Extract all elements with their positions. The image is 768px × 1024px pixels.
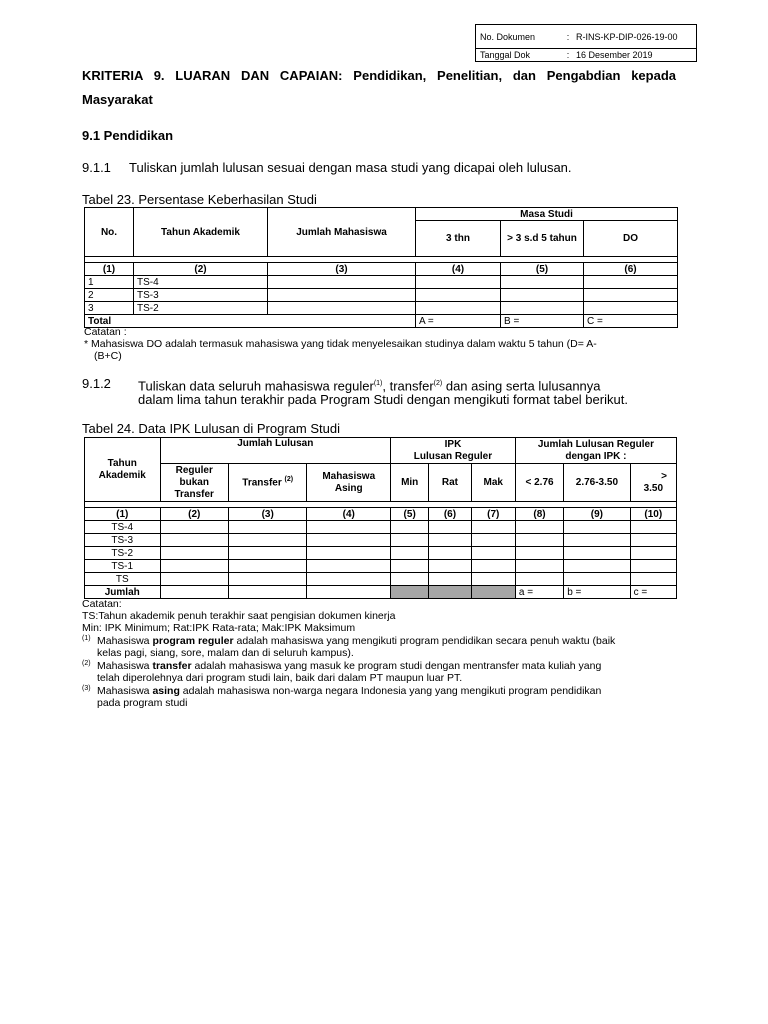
colon: : (564, 49, 572, 62)
section-title: 9.1 Pendidikan (82, 128, 174, 143)
col-number: (4) (416, 263, 501, 276)
header-276-350: 2.76-3.50 (564, 464, 630, 502)
row-year: TS-3 (85, 534, 161, 547)
total-row (85, 586, 677, 599)
header-3-5-tahun: > 3 s.d 5 tahun (501, 221, 584, 257)
header-transfer (228, 464, 307, 502)
item-text-line2: dalam lima tahun terakhir pada Program Studi dengan mengikuti format tabel berikut. (138, 392, 628, 407)
item-text-part: , transfer (382, 378, 434, 394)
total-b: b = (564, 586, 630, 599)
doc-number-label: No. Dokumen (476, 25, 565, 49)
col-number: (4) (307, 508, 391, 521)
header-jumlah-lulusan: Jumlah Lulusan (160, 438, 391, 464)
table23-note-text-cont: (B+C) (94, 350, 122, 362)
cell-empty (429, 573, 471, 586)
row-year: TS-4 (85, 521, 161, 534)
cell-empty (307, 547, 391, 560)
cell-empty (391, 547, 429, 560)
cell-empty (160, 547, 228, 560)
header-jumlah-reguler (515, 438, 676, 464)
header-asing: Mahasiswa Asing (307, 464, 391, 502)
item-text: Tuliskan jumlah lulusan sesuai dengan masa studi yang dicapai oleh lulusan. (129, 160, 572, 175)
cell-empty (416, 302, 501, 315)
cell-shaded (471, 586, 515, 599)
cell-empty (228, 586, 307, 599)
header-tahun-akademik: Tahun Akademik (134, 208, 268, 257)
footnote-mark: (2) (82, 660, 91, 667)
cell-empty (630, 547, 676, 560)
document-info-box (475, 24, 697, 62)
header-ipk (391, 438, 516, 464)
col-number: (1) (85, 508, 161, 521)
table24-note-label: Catatan: (82, 598, 122, 610)
cell-empty (471, 534, 515, 547)
row-number: 1 (85, 276, 134, 289)
table-row (85, 289, 678, 302)
cell-empty (471, 560, 515, 573)
header-ipk-line2: Lulusan Reguler (413, 450, 493, 462)
footnote-text-part: Mahasiswa (97, 635, 153, 647)
header-jumlah-mahasiswa: Jumlah Mahasiswa (268, 208, 416, 257)
col-number: (3) (268, 263, 416, 276)
col-number: (5) (391, 508, 429, 521)
table-row (85, 534, 677, 547)
item-9-1-1 (82, 160, 682, 176)
footnote-text-part: adalah mahasiswa yang masuk ke program studi dengan mentransfer mata kuliah yang (191, 660, 602, 672)
header-transfer-label: Transfer (242, 477, 282, 489)
footnote-text (97, 660, 677, 684)
cell-empty (630, 534, 676, 547)
cell-empty (630, 573, 676, 586)
row-year: TS-2 (134, 302, 268, 315)
footnote-text-part: pada program studi (97, 697, 188, 709)
header-lt-276: < 2.76 (515, 464, 563, 502)
footnote-text-part: kelas pagi, siang, sore, malam dan di seluruh kampus). (97, 647, 354, 659)
footnote-text-part: telah diperolehnya dari program studi lain, baik dari dalam PT maupun luar PT. (97, 672, 463, 684)
col-number: (3) (228, 508, 307, 521)
doc-date-label: Tanggal Dok (476, 49, 565, 62)
total-a: A = (416, 315, 501, 328)
cell-empty (515, 547, 563, 560)
cell-empty (391, 534, 429, 547)
header-3-thn: 3 thn (416, 221, 501, 257)
doc-number-value: R-INS-KP-DIP-026-19-00 (572, 25, 697, 49)
footnote-text (97, 685, 677, 709)
row-year: TS-2 (85, 547, 161, 560)
cell-empty (515, 534, 563, 547)
total-c: C = (584, 315, 678, 328)
total-row (85, 315, 678, 328)
item-9-1-2 (82, 376, 682, 408)
footnote-1 (82, 635, 682, 659)
footnote-text-part: Mahasiswa (97, 660, 153, 672)
footnote-ref: (1) (373, 380, 383, 387)
cell-empty (515, 560, 563, 573)
table24-caption: Tabel 24. Data IPK Lulusan di Program Studi (82, 421, 340, 436)
cell-empty (429, 560, 471, 573)
col-number: (8) (515, 508, 563, 521)
cell-empty (391, 573, 429, 586)
table-row (85, 560, 677, 573)
header-gt-350 (630, 464, 676, 502)
cell-empty (160, 521, 228, 534)
header-jumlah-reguler-line1: Jumlah Lulusan Reguler (537, 438, 654, 450)
col-number: (10) (630, 508, 676, 521)
row-year: TS (85, 573, 161, 586)
footnote-text (97, 635, 677, 659)
col-number: (7) (471, 508, 515, 521)
cell-empty (160, 560, 228, 573)
row-number: 2 (85, 289, 134, 302)
col-number: (6) (429, 508, 471, 521)
cell-empty (228, 534, 307, 547)
cell-empty (268, 302, 416, 315)
col-number: (2) (134, 263, 268, 276)
cell-empty (307, 573, 391, 586)
footnote-ref: (2) (433, 380, 443, 387)
cell-empty (391, 521, 429, 534)
item-number: 9.1.2 (82, 376, 111, 391)
cell-empty (630, 521, 676, 534)
footnote-text-part: Mahasiswa (97, 685, 153, 697)
cell-empty (515, 521, 563, 534)
criteria-heading-line2: Masyarakat (82, 92, 153, 107)
cell-empty (501, 302, 584, 315)
table-row (85, 547, 677, 560)
cell-empty (307, 586, 391, 599)
header-gt-350-symbol: > (661, 470, 667, 482)
footnote-term: transfer (152, 660, 192, 672)
header-gt-350-value: 3.50 (643, 482, 664, 494)
cell-empty (416, 276, 501, 289)
doc-date-value: 16 Desember 2019 (572, 49, 697, 62)
header-ipk-line1: IPK (444, 438, 462, 450)
cell-empty (160, 534, 228, 547)
header-reguler: Reguler bukan Transfer (160, 464, 228, 502)
cell-empty (307, 560, 391, 573)
col-number: (9) (564, 508, 630, 521)
header-no: No. (85, 208, 134, 257)
cell-empty (564, 534, 630, 547)
col-number: (1) (85, 263, 134, 276)
header-do: DO (584, 221, 678, 257)
cell-empty (564, 521, 630, 534)
cell-shaded (391, 586, 429, 599)
cell-empty (584, 276, 678, 289)
cell-shaded (429, 586, 471, 599)
cell-empty (268, 276, 416, 289)
total-label: Jumlah (85, 586, 161, 599)
cell-empty (501, 289, 584, 302)
col-number: (5) (501, 263, 584, 276)
header-jumlah-reguler-line2: dengan IPK : (565, 450, 627, 462)
footnote-3 (82, 685, 682, 709)
table23-note-label: Catatan : (84, 326, 127, 338)
header-tahun-akademik: Tahun Akademik (85, 438, 161, 502)
cell-empty (416, 289, 501, 302)
total-b: B = (501, 315, 584, 328)
colon: : (564, 25, 572, 49)
table24 (84, 437, 677, 599)
table24-note-line2: Min: IPK Minimum; Rat:IPK Rata-rata; Mak:IPK Maksimum (82, 622, 356, 634)
cell-empty (391, 560, 429, 573)
row-number: 3 (85, 302, 134, 315)
cell-empty (584, 302, 678, 315)
footnote-term: asing (152, 685, 180, 697)
cell-empty (471, 521, 515, 534)
footnote-term: program reguler (152, 635, 234, 647)
footnote-2 (82, 660, 682, 684)
row-year: TS-1 (85, 560, 161, 573)
footnote-mark: (3) (82, 685, 91, 692)
row-year: TS-4 (134, 276, 268, 289)
cell-empty (228, 547, 307, 560)
table-row (85, 302, 678, 315)
cell-empty (471, 547, 515, 560)
cell-empty (160, 573, 228, 586)
row-year: TS-3 (134, 289, 268, 302)
cell-empty (564, 573, 630, 586)
header-min: Min (391, 464, 429, 502)
header-masa-studi: Masa Studi (416, 208, 678, 221)
cell-empty (307, 534, 391, 547)
footnote-ref: (2) (284, 476, 294, 484)
table23 (84, 207, 678, 328)
table24-note-line1: TS:Tahun akademik penuh terakhir saat pengisian dokumen kinerja (82, 610, 396, 622)
cell-empty (564, 547, 630, 560)
item-text-part: dan asing serta lulusannya (442, 378, 601, 394)
cell-empty (228, 573, 307, 586)
total-label: Total (85, 315, 416, 328)
total-a: a = (515, 586, 563, 599)
cell-empty (429, 547, 471, 560)
item-number: 9.1.1 (82, 160, 111, 175)
cell-empty (268, 289, 416, 302)
cell-empty (228, 560, 307, 573)
cell-empty (630, 560, 676, 573)
table-row (85, 276, 678, 289)
total-c: c = (630, 586, 676, 599)
footnote-text-part: adalah mahasiswa non-warga negara Indonesia yang yang mengikuti program pendidikan (179, 685, 602, 697)
footnote-text-part: adalah mahasiswa yang mengikuti program pendidikan secara penuh waktu (baik (233, 635, 616, 647)
cell-empty (429, 534, 471, 547)
col-number: (6) (584, 263, 678, 276)
cell-empty (501, 276, 584, 289)
table23-caption: Tabel 23. Persentase Keberhasilan Studi (82, 192, 317, 207)
cell-empty (564, 560, 630, 573)
cell-empty (471, 573, 515, 586)
header-rat: Rat (429, 464, 471, 502)
table23-note-text: * Mahasiswa DO adalah termasuk mahasiswa yang tidak menyelesaikan studinya dalam waktu 5 tahun (D= A- (84, 338, 597, 350)
cell-empty (307, 521, 391, 534)
footnote-mark: (1) (82, 635, 91, 642)
table-row (85, 521, 677, 534)
cell-empty (429, 521, 471, 534)
table-row (85, 573, 677, 586)
cell-empty (584, 289, 678, 302)
header-mak: Mak (471, 464, 515, 502)
item-text-part: Tuliskan data seluruh mahasiswa reguler (138, 378, 374, 394)
cell-empty (160, 586, 228, 599)
cell-empty (228, 521, 307, 534)
criteria-heading-line1: KRITERIA 9. LUARAN DAN CAPAIAN: Pendidikan, Penelitian, dan Pengabdian kepada (82, 68, 676, 83)
cell-empty (515, 573, 563, 586)
col-number: (2) (160, 508, 228, 521)
criteria-heading (82, 64, 676, 112)
